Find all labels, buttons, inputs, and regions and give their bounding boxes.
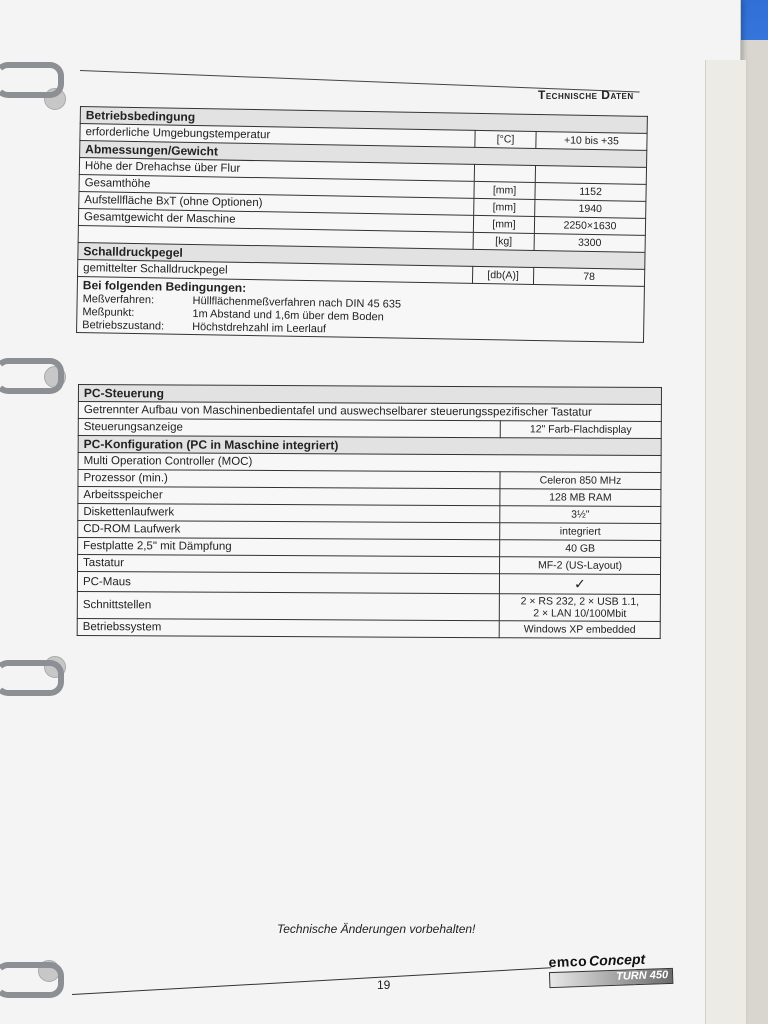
row-label: gemittelter Schalldruckpegel xyxy=(78,259,473,283)
binder-ring xyxy=(0,962,64,998)
row-value: 128 MB RAM xyxy=(500,489,661,507)
row-label: PC-Maus xyxy=(77,572,499,594)
row-unit: [°C] xyxy=(475,130,536,148)
row-value: integriert xyxy=(500,523,661,541)
row-value: 1940 xyxy=(535,199,646,218)
logo-wordmark xyxy=(548,950,672,970)
emco-logo xyxy=(548,950,673,996)
pc-konfig-description: Multi Operation Controller (MOC) xyxy=(78,453,661,473)
row-label: Prozessor (min.) xyxy=(78,470,500,489)
condition-label: Meßverfahren: xyxy=(82,293,155,307)
logo-product: Concept xyxy=(588,950,646,969)
binder-ring xyxy=(0,358,64,394)
section-title-abmessungen: Abmessungen/Gewicht xyxy=(80,141,647,168)
row-value: 3½" xyxy=(500,506,661,524)
conditions-cell xyxy=(77,276,645,342)
row-label: Tastatur xyxy=(78,555,500,574)
row-label: Aufstellfläche BxT (ohne Optionen) xyxy=(79,191,474,215)
row-value: 78 xyxy=(533,267,644,286)
row-unit: [mm] xyxy=(474,198,535,216)
row-label: Gesamthöhe xyxy=(79,174,474,198)
condition-value: 1m Abstand und 1,6m über dem Boden xyxy=(192,307,384,324)
section-title-pc-konfig: PC-Konfiguration (PC in Maschine integriert) xyxy=(78,436,661,456)
pc-steuerung-description: Getrennter Aufbau von Maschinenbedientafel und auswechselbarer steuerungsspezifischer Tastatur xyxy=(78,402,661,422)
row-value: 1152 xyxy=(535,182,646,201)
logo-model-bar: TURN 450 xyxy=(549,968,673,988)
table-row xyxy=(77,618,660,638)
interfaces-line-1: 2 × RS 232, 2 × USB 1.1, xyxy=(520,595,640,608)
condition-value: Hüllflächenmeßverfahren nach DIN 45 635 xyxy=(192,294,402,311)
binder-ring xyxy=(0,62,64,98)
page-number: 19 xyxy=(377,978,391,992)
binder-ring xyxy=(0,660,64,696)
row-value: +10 bis +35 xyxy=(536,131,647,150)
page-header-title: Technische Daten xyxy=(538,88,634,102)
row-unit: [mm] xyxy=(473,215,534,233)
footer-note: Technische Änderungen vorbehalten! xyxy=(277,922,476,936)
row-value: 2250×1630 xyxy=(534,216,645,235)
row-value: Celeron 850 MHz xyxy=(500,472,661,490)
section-title-pc-steuerung: PC-Steuerung xyxy=(78,385,661,405)
spec-table-machine xyxy=(76,106,648,343)
row-value: 3300 xyxy=(534,233,645,252)
conditions-title: Bei folgenden Bedingungen: xyxy=(82,278,247,295)
conditions-list xyxy=(82,292,639,341)
logo-brand: emco xyxy=(548,952,588,971)
row-value: 12" Farb-Flachdisplay xyxy=(500,421,661,439)
checkmark-icon: ✓ xyxy=(499,574,660,595)
table-row xyxy=(77,591,660,621)
interfaces-line-2: 2 × LAN 10/100Mbit xyxy=(533,607,627,620)
row-label: Betriebssystem xyxy=(77,618,499,637)
condition-value: Höchstdrehzahl im Leerlauf xyxy=(192,320,327,336)
row-unit: [kg] xyxy=(473,232,534,250)
row-label: Steuerungsanzeige xyxy=(78,419,500,438)
section-title-betrieb: Betriebsbedingung xyxy=(80,107,647,134)
condition-label: Meßpunkt: xyxy=(82,306,135,319)
row-value xyxy=(535,165,646,184)
row-label: Gesamtgewicht der Maschine xyxy=(78,208,473,232)
spec-table-pc xyxy=(77,384,662,639)
row-value xyxy=(499,594,660,622)
row-value: MF-2 (US-Layout) xyxy=(500,557,661,575)
row-label: Diskettenlaufwerk xyxy=(78,504,500,523)
row-label: Höhe der Drehachse über Flur xyxy=(79,158,474,182)
row-label: Schnittstellen xyxy=(77,591,499,620)
section-title-schall: Schalldruckpegel xyxy=(78,242,645,269)
row-value: 40 GB xyxy=(500,540,661,558)
row-label: Arbeitsspeicher xyxy=(78,487,500,506)
row-unit xyxy=(474,164,535,182)
row-value: Windows XP embedded xyxy=(499,621,660,639)
row-label: erforderliche Umgebungstemperatur xyxy=(80,124,475,148)
row-unit: [mm] xyxy=(474,181,535,199)
row-label: Festplatte 2,5" mit Dämpfung xyxy=(78,538,500,557)
page-stack-edge xyxy=(705,60,746,1024)
condition-label: Betriebszustand: xyxy=(82,319,165,333)
row-unit: [db(A)] xyxy=(472,266,533,284)
row-label: CD-ROM Laufwerk xyxy=(78,521,500,540)
footer-rule xyxy=(72,967,551,995)
